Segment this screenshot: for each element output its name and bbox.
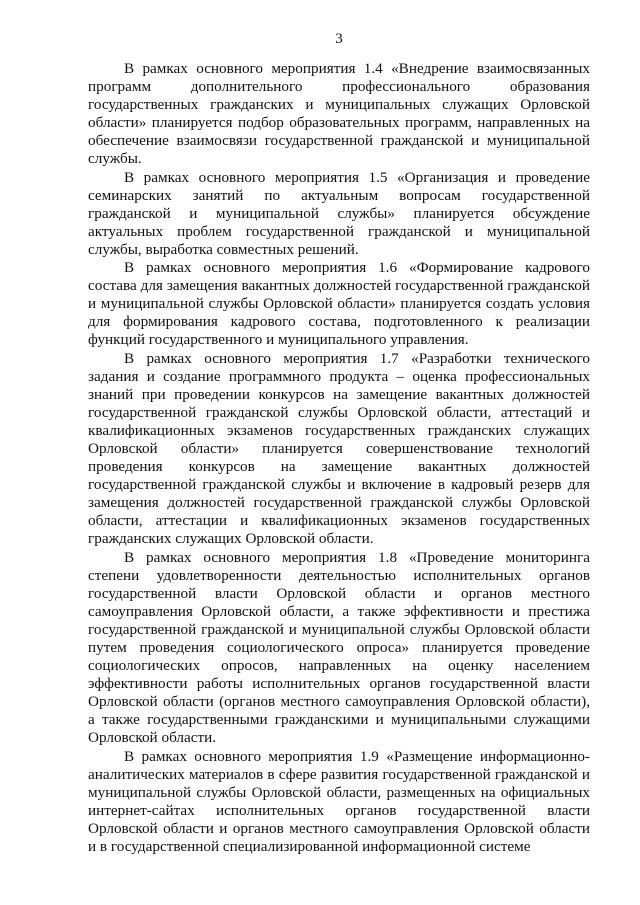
paragraph-measure-1-7: В рамках основного мероприятия 1.7 «Разработки технического задания и создание программного продукта – оценка профессиональных знаний при проведении конкурсов на замещение вакантных должностей государственной гражданской службы Орловской области, аттестаций и квалификационных экзаменов государственных гражданских служащих Орловской области» планируется совершенствование технологий проведения конкурсов на замещение вакантных должностей государственной гражданской службы и включение в кадровый резерв для замещения должностей государственной гражданской службы Орловской области, аттестации и квалификационных экзаменов государственных гражданских служащих Орловской области. <box>88 349 590 548</box>
body-text <box>88 60 590 856</box>
page-number: 3 <box>335 31 343 47</box>
paragraph-measure-1-4: В рамках основного мероприятия 1.4 «Внедрение взаимосвязанных программ дополнительного профессионального образования государственных гражданских и муниципальных служащих Орловской области» планируется подбор образовательных программ, направленных на обеспечение взаимосвязи государственной гражданской и муниципальной службы. <box>88 60 590 168</box>
paragraph-measure-1-9: В рамках основного мероприятия 1.9 «Размещение информационно-аналитических материалов в сфере развития государственной гражданской и муниципальной службы Орловской области, размещенных на официальных интернет-сайтах исполнительных органов государственной власти Орловской области и органов местного самоуправления Орловской области и в государственной специализированной информационной системе <box>88 747 590 856</box>
paragraph-measure-1-5: В рамках основного мероприятия 1.5 «Организация и проведение семинарских занятий по актуальным вопросам государственной гражданской и муниципальной службы» планируется обсуждение актуальных проблем государственной гражданской и муниципальной службы, выработка совместных решений. <box>88 168 590 258</box>
paragraph-measure-1-8: В рамках основного мероприятия 1.8 «Проведение мониторинга степени удовлетворенности деятельностью исполнительных органов государственной власти Орловской области и органов местного самоуправления Орловской области, а также эффективности и престижа государственной гражданской и муниципальной службы Орловской области путем проведения социологического опроса» планируется проведение социологических опросов, направленных на оценку населением эффективности работы исполнительных органов государственной власти Орловской области (органов местного самоуправления Орловской области), а также государственными гражданскими и муниципальными служащими Орловской области. <box>88 548 590 747</box>
paragraph-measure-1-6: В рамках основного мероприятия 1.6 «Формирование кадрового состава для замещения вакантных должностей государственной гражданской и муниципальной службы Орловской области» планируется создать условия для формирования кадрового состава, подготовленного к реализации функций государственного и муниципального управления. <box>88 259 590 349</box>
